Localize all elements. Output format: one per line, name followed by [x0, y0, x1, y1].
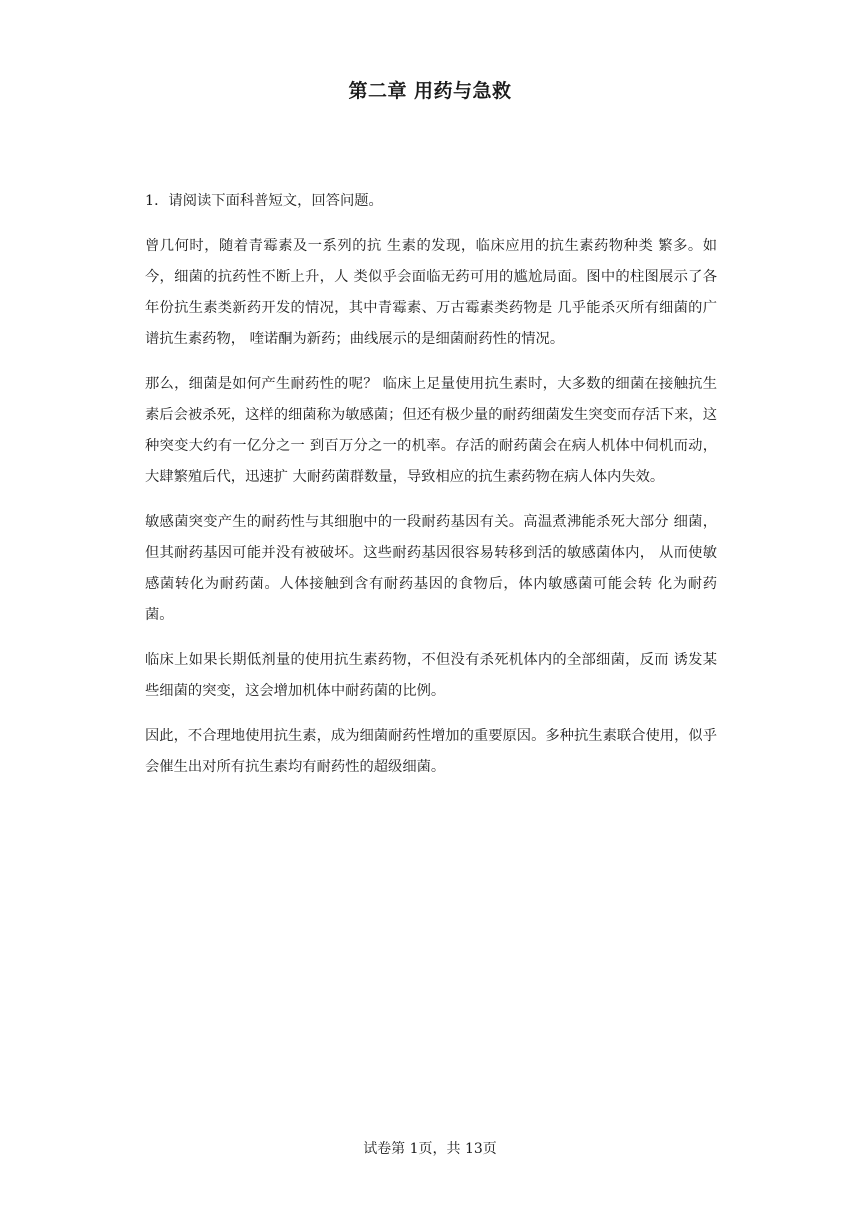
- paragraph-3: 敏感菌突变产生的耐药性与其细胞中的一段耐药基因有关。高温煮沸能杀死大部分 细菌，但其耐药基因可能并没有被破坏。这些耐药基因很容易转移到活的敏感菌体内， 从而使敏感菌转化为耐药菌。人体接触到含有耐药基因的食物后，体内敏感菌可能会转 化为耐药菌。: [145, 514, 717, 623]
- paragraph-5: 因此，不合理地使用抗生素，成为细菌耐药性增加的重要原因。多种抗生素联合使用，似乎会催生出对所有抗生素均有耐药性的超级细菌。: [145, 728, 717, 775]
- chapter-title: 第二章 用药与急救: [348, 80, 512, 102]
- question-prompt: 1．请阅读下面科普短文，回答问题。: [145, 193, 383, 209]
- paragraph-2: 那么，细菌是如何产生耐药性的呢？ 临床上足量使用抗生素时，大多数的细菌在接触抗生素后会被杀死，这样的细菌称为敏感菌；但还有极少量的耐药细菌发生突变而存活下来，这种突变大约有一亿分之一 到百万分之一的机率。存活的耐药菌会在病人机体中伺机而动，大肆繁殖后代，迅速扩 大耐药菌群数量，导致相应的抗生素药物在病人体内失效。: [145, 376, 717, 485]
- paragraph-4: 临床上如果长期低剂量的使用抗生素药物，不但没有杀死机体内的全部细菌，反而 诱发某些细菌的突变，这会增加机体中耐药菌的比例。: [145, 652, 717, 699]
- paragraph-1: 曾几何时，随着青霉素及一系列的抗 生素的发现，临床应用的抗生素药物种类 繁多。如今，细菌的抗药性不断上升，人 类似乎会面临无药可用的尴尬局面。图中的柱图展示了各年份抗生素类新药开发的情况，其中青霉素、万古霉素类药物是 几乎能杀灭所有细菌的广谱抗生素药物， 喹诺酮为新药；曲线展示的是细菌耐药性的情况。: [145, 238, 717, 347]
- article-body: [145, 186, 717, 797]
- page-footer: 试卷第 1页，共 13页: [363, 1141, 497, 1157]
